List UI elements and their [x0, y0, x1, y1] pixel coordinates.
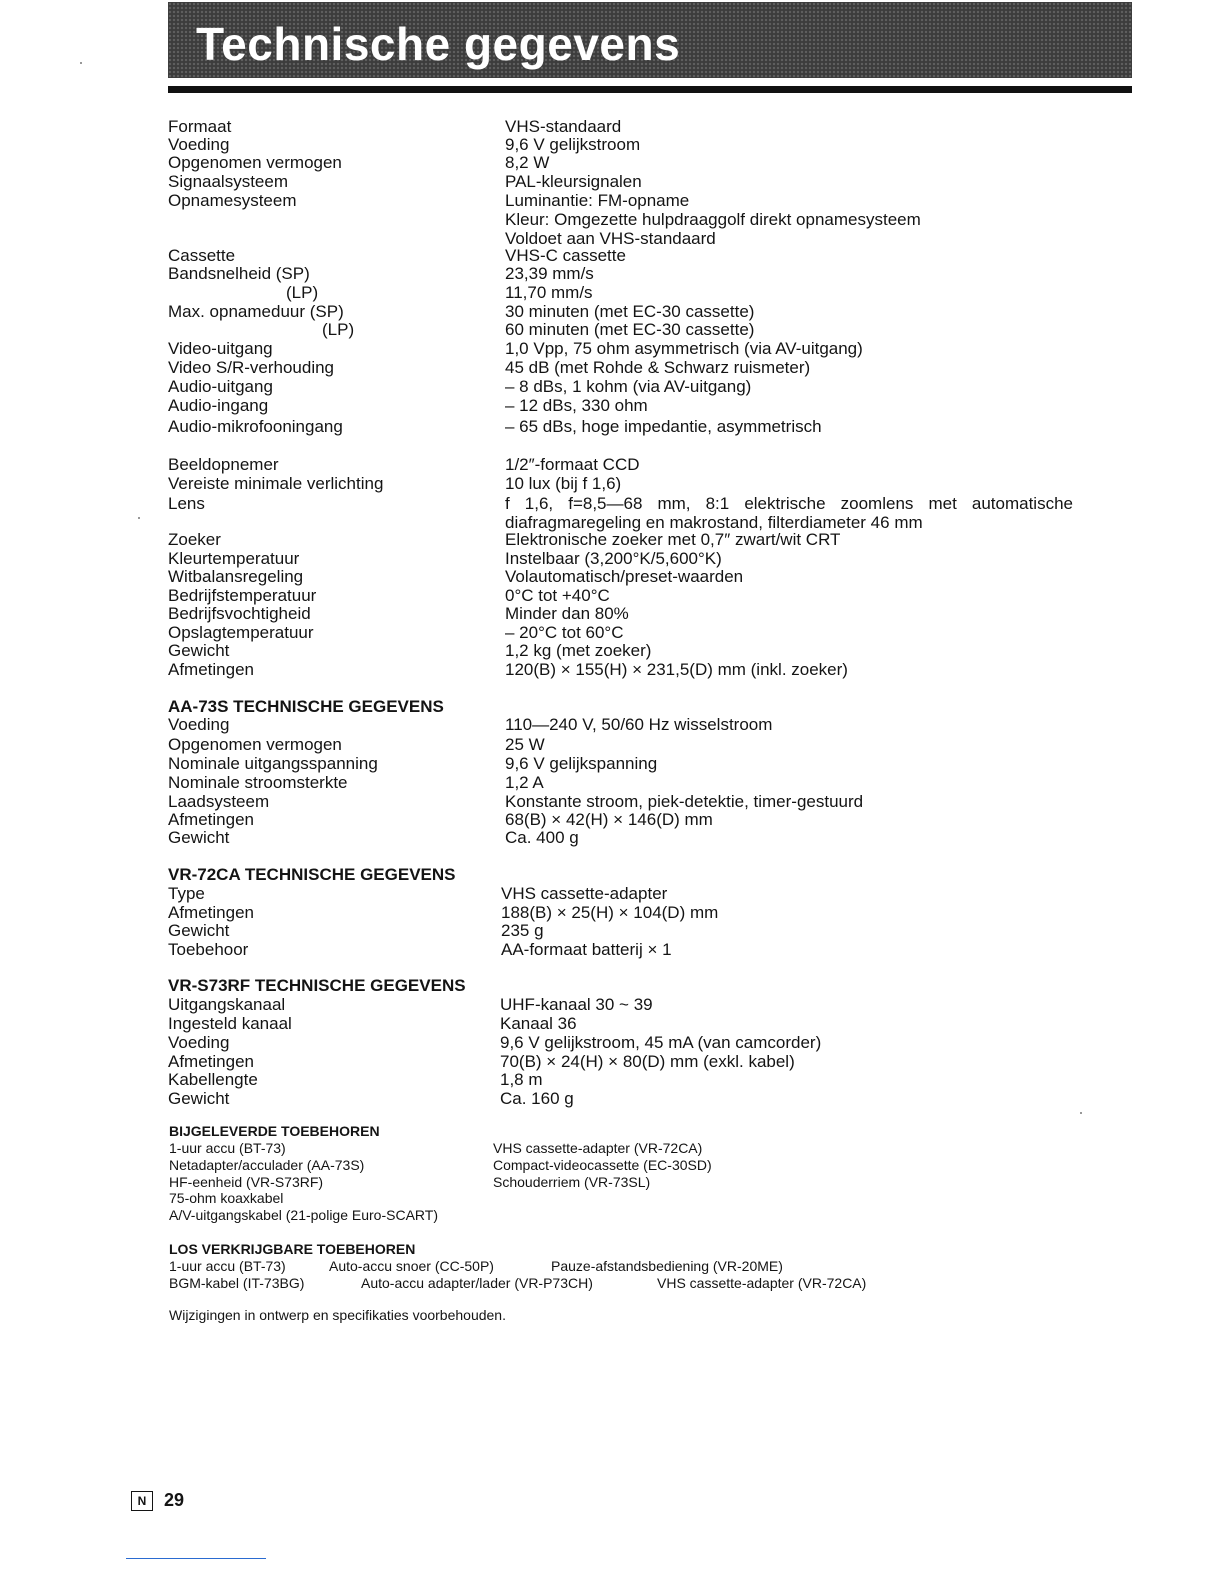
spec-label: Afmetingen: [168, 903, 254, 922]
spec-value: 1,0 Vpp, 75 ohm asymmetrisch (via AV-uitgang): [505, 339, 863, 358]
spec-value: Kanaal 36: [500, 1014, 577, 1033]
spec-label: Ingesteld kanaal: [168, 1014, 292, 1033]
spec-label: Voeding: [168, 715, 230, 734]
spec-value: Luminantie: FM-opname: [505, 191, 690, 210]
spec-label: Cassette: [168, 246, 236, 265]
spec-value: 60 minuten (met EC-30 cassette): [505, 320, 755, 339]
spec-value: – 12 dBs, 330 ohm: [505, 396, 648, 415]
spec-value: – 20°C tot 60°C: [505, 623, 624, 642]
spec-value: 23,39 mm/s: [505, 264, 594, 283]
spec-label: Nominale stroomsterkte: [168, 773, 348, 792]
spec-label: Bedrijfstemperatuur: [168, 586, 317, 605]
spec-value: – 8 dBs, 1 kohm (via AV-uitgang): [505, 377, 752, 396]
spec-label: Audio-mikrofooningang: [168, 417, 343, 436]
spec-value: PAL-kleursignalen: [505, 172, 642, 191]
spec-label: Bedrijfsvochtigheid: [168, 604, 311, 623]
language-marker: N: [131, 1491, 153, 1511]
spec-label: Beeldopnemer: [168, 455, 279, 474]
spec-value: VHS-C cassette: [505, 246, 626, 265]
spec-value: UHF-kanaal 30 ~ 39: [500, 995, 653, 1014]
supplied-item: Schouderriem (VR-73SL): [493, 1174, 651, 1190]
supplied-item: VHS cassette-adapter (VR-72CA): [493, 1140, 703, 1156]
supplied-item: HF-eenheid (VR-S73RF): [169, 1174, 324, 1190]
spec-value: VHS-standaard: [505, 117, 622, 136]
spec-value: 25 W: [505, 735, 545, 754]
spec-label: Afmetingen: [168, 810, 254, 829]
supplied-item: A/V-uitgangskabel (21-polige Euro-SCART): [169, 1207, 438, 1223]
spec-value: 235 g: [501, 921, 544, 940]
spec-value: 1/2″-formaat CCD: [505, 455, 640, 474]
spec-label: Opgenomen vermogen: [168, 153, 342, 172]
spec-value: Elektronische zoeker met 0,7″ zwart/wit CRT: [505, 530, 841, 549]
spec-label: Uitgangskanaal: [168, 995, 286, 1014]
spec-label: Afmetingen: [168, 660, 254, 679]
spec-value: 188(B) × 25(H) × 104(D) mm: [501, 903, 719, 922]
spec-label: Opgenomen vermogen: [168, 735, 342, 754]
spec-label: Kleurtemperatuur: [168, 549, 300, 568]
spec-value: 1,2 A: [505, 773, 544, 792]
spec-value: Minder dan 80%: [505, 604, 629, 623]
supplied-accessories-heading: BIJGELEVERDE TOEBEHOREN: [169, 1123, 380, 1139]
spec-value: Ca. 160 g: [500, 1089, 574, 1108]
spec-label: Lens: [168, 494, 205, 513]
spec-label: (LP): [322, 320, 355, 339]
spec-value: 110—240 V, 50/60 Hz wisselstroom: [505, 715, 773, 734]
section-heading-vrs73rf: VR-S73RF TECHNISCHE GEGEVENS: [168, 976, 466, 995]
supplied-item: 75-ohm koaxkabel: [169, 1190, 284, 1206]
footer-note: Wijzigingen in ontwerp en specifikaties voorbehouden.: [169, 1307, 506, 1323]
spec-label: Afmetingen: [168, 1052, 254, 1071]
spec-label: Nominale uitgangsspanning: [168, 754, 378, 773]
spec-value: 8,2 W: [505, 153, 550, 172]
spec-label: Formaat: [168, 117, 232, 136]
spec-label: Type: [168, 884, 205, 903]
spec-value: Ca. 400 g: [505, 828, 579, 847]
spec-value: 9,6 V gelijkstroom, 45 mA (van camcorder): [500, 1033, 822, 1052]
spec-value: Konstante stroom, piek-detektie, timer-gestuurd: [505, 792, 864, 811]
spec-label: Vereiste minimale verlichting: [168, 474, 384, 493]
spec-label: Video S/R-verhouding: [168, 358, 335, 377]
spec-value: Volautomatisch/preset-waarden: [505, 567, 744, 586]
scan-edge-line: [126, 1558, 266, 1559]
optional-item: VHS cassette-adapter (VR-72CA): [657, 1275, 867, 1291]
optional-item: BGM-kabel (IT-73BG): [169, 1275, 305, 1291]
spec-value: 1,8 m: [500, 1070, 543, 1089]
optional-item: Auto-accu adapter/lader (VR-P73CH): [361, 1275, 593, 1291]
spec-value: Kleur: Omgezette hulpdraaggolf direkt opnamesysteem: [505, 210, 921, 229]
spec-value: 120(B) × 155(H) × 231,5(D) mm (inkl. zoeker): [505, 660, 848, 679]
section-heading-aa73s: AA-73S TECHNISCHE GEGEVENS: [168, 697, 444, 716]
spec-label: Toebehoor: [168, 940, 249, 959]
spec-label: (LP): [286, 283, 319, 302]
spec-label: Opslagtemperatuur: [168, 623, 314, 642]
spec-label: Witbalansregeling: [168, 567, 304, 586]
optional-item: 1-uur accu (BT-73): [169, 1258, 286, 1274]
spec-label: Audio-uitgang: [168, 377, 273, 396]
spec-value: 45 dB (met Rohde & Schwarz ruismeter): [505, 358, 811, 377]
spec-value: 1,2 kg (met zoeker): [505, 641, 652, 660]
supplied-item: Compact-videocassette (EC-30SD): [493, 1157, 712, 1173]
spec-label: Kabellengte: [168, 1070, 258, 1089]
spec-label: Voeding: [168, 135, 230, 154]
spec-label: Opnamesysteem: [168, 191, 297, 210]
spec-value: 11,70 mm/s: [505, 283, 593, 302]
spec-value: 9,6 V gelijkspanning: [505, 754, 658, 773]
spec-label: Gewicht: [168, 641, 230, 660]
spec-value: f 1,6, f=8,5—68 mm, 8:1 elektrische zoomlens met automatische diafragmaregeling en makrostand, filterdiameter 46 mm: [505, 494, 1073, 532]
supplied-item: 1-uur accu (BT-73): [169, 1140, 286, 1156]
optional-item: Auto-accu snoer (CC-50P): [329, 1258, 494, 1274]
spec-value: 10 lux (bij f 1,6): [505, 474, 622, 493]
spec-label: Max. opnameduur (SP): [168, 302, 344, 321]
spec-label: Gewicht: [168, 828, 230, 847]
spec-value: Voldoet aan VHS-standaard: [505, 229, 716, 248]
optional-accessories-heading: LOS VERKRIJGBARE TOEBEHOREN: [169, 1241, 416, 1257]
spec-label: Signaalsysteem: [168, 172, 289, 191]
spec-label: Gewicht: [168, 1089, 230, 1108]
supplied-item: Netadapter/acculader (AA-73S): [169, 1157, 365, 1173]
page-title: Technische gegevens: [196, 18, 681, 70]
spec-value: 9,6 V gelijkstroom: [505, 135, 641, 154]
spec-value: 30 minuten (met EC-30 cassette): [505, 302, 755, 321]
section-heading-vr72ca: VR-72CA TECHNISCHE GEGEVENS: [168, 865, 456, 884]
spec-value: 68(B) × 42(H) × 146(D) mm: [505, 810, 713, 829]
spec-value: AA-formaat batterij × 1: [501, 940, 672, 959]
optional-item: Pauze-afstandsbediening (VR-20ME): [551, 1258, 783, 1274]
spec-label: Video-uitgang: [168, 339, 273, 358]
spec-value: Instelbaar (3,200°K/5,600°K): [505, 549, 722, 568]
spec-label: Laadsysteem: [168, 792, 270, 811]
spec-label: Zoeker: [168, 530, 221, 549]
spec-value: VHS cassette-adapter: [501, 884, 668, 903]
spec-value: 0°C tot +40°C: [505, 586, 610, 605]
spec-label: Audio-ingang: [168, 396, 269, 415]
page-number: 29: [164, 1490, 185, 1510]
spec-label: Gewicht: [168, 921, 230, 940]
spec-label: Bandsnelheid (SP): [168, 264, 310, 283]
spec-value: – 65 dBs, hoge impedantie, asymmetrisch: [505, 417, 822, 436]
spec-label: Voeding: [168, 1033, 230, 1052]
spec-value: 70(B) × 24(H) × 80(D) mm (exkl. kabel): [500, 1052, 795, 1071]
